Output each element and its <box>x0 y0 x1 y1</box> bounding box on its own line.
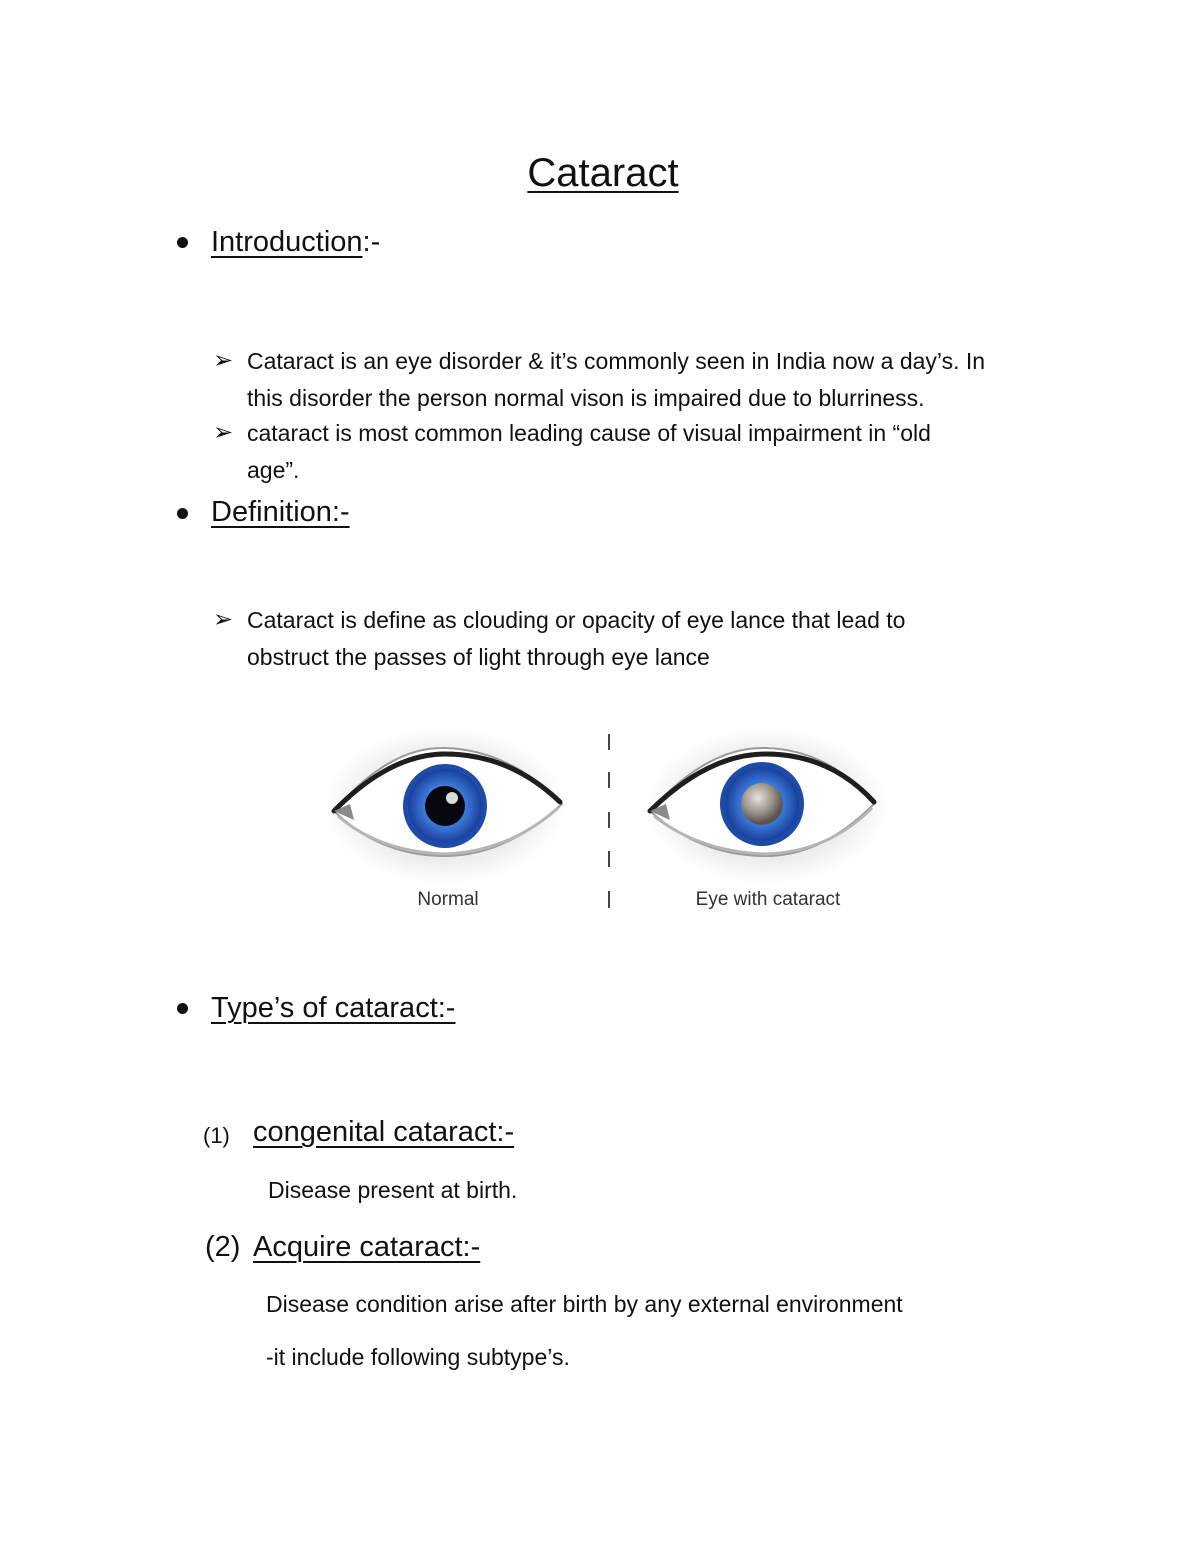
eye-comparison-figure <box>320 718 900 918</box>
type-1-description: Disease present at birth. <box>268 1177 518 1203</box>
normal-eye-illustration <box>325 728 565 884</box>
type-1-heading: congenital cataract:- <box>253 1116 515 1148</box>
type-2-number: (2) <box>205 1231 241 1263</box>
bullet-icon <box>177 237 188 248</box>
intro-point-1-line-2: this disorder the person normal vison is impaired due to blurriness. <box>247 385 925 411</box>
introduction-heading <box>211 224 380 260</box>
definition-point-line-2: obstruct the passes of light through eye lance <box>247 644 710 670</box>
arrow-bullet-icon: ➢ <box>213 606 234 633</box>
definition-heading: Definition:- <box>211 496 350 528</box>
intro-point-2-line-1: cataract is most common leading cause of visual impairment in “old <box>247 420 931 446</box>
type-1-number: (1) <box>203 1123 230 1148</box>
bullet-icon <box>177 1003 188 1014</box>
page-title: Cataract <box>527 151 679 195</box>
arrow-bullet-icon: ➢ <box>213 347 234 374</box>
type-2-description-line-1: Disease condition arise after birth by any external environment <box>266 1291 903 1317</box>
cataract-eye-illustration <box>647 728 887 884</box>
bullet-icon <box>177 508 188 519</box>
types-heading: Type’s of cataract:- <box>211 992 456 1024</box>
cataract-caption: Eye with cataract <box>695 889 841 910</box>
definition-point-line-1: Cataract is define as clouding or opacity of eye lance that lead to <box>247 607 906 633</box>
intro-point-2-line-2: age”. <box>247 457 300 483</box>
normal-caption: Normal <box>417 889 479 910</box>
introduction-heading-text: Introduction <box>211 226 363 258</box>
arrow-bullet-icon: ➢ <box>213 419 234 446</box>
introduction-heading-suffix: :- <box>362 226 381 258</box>
intro-point-1-line-1: Cataract is an eye disorder & it’s commonly seen in India now a day’s. In <box>247 348 986 374</box>
type-2-heading: Acquire cataract:- <box>253 1231 481 1263</box>
type-2-description-line-2: -it include following subtype’s. <box>266 1344 570 1370</box>
